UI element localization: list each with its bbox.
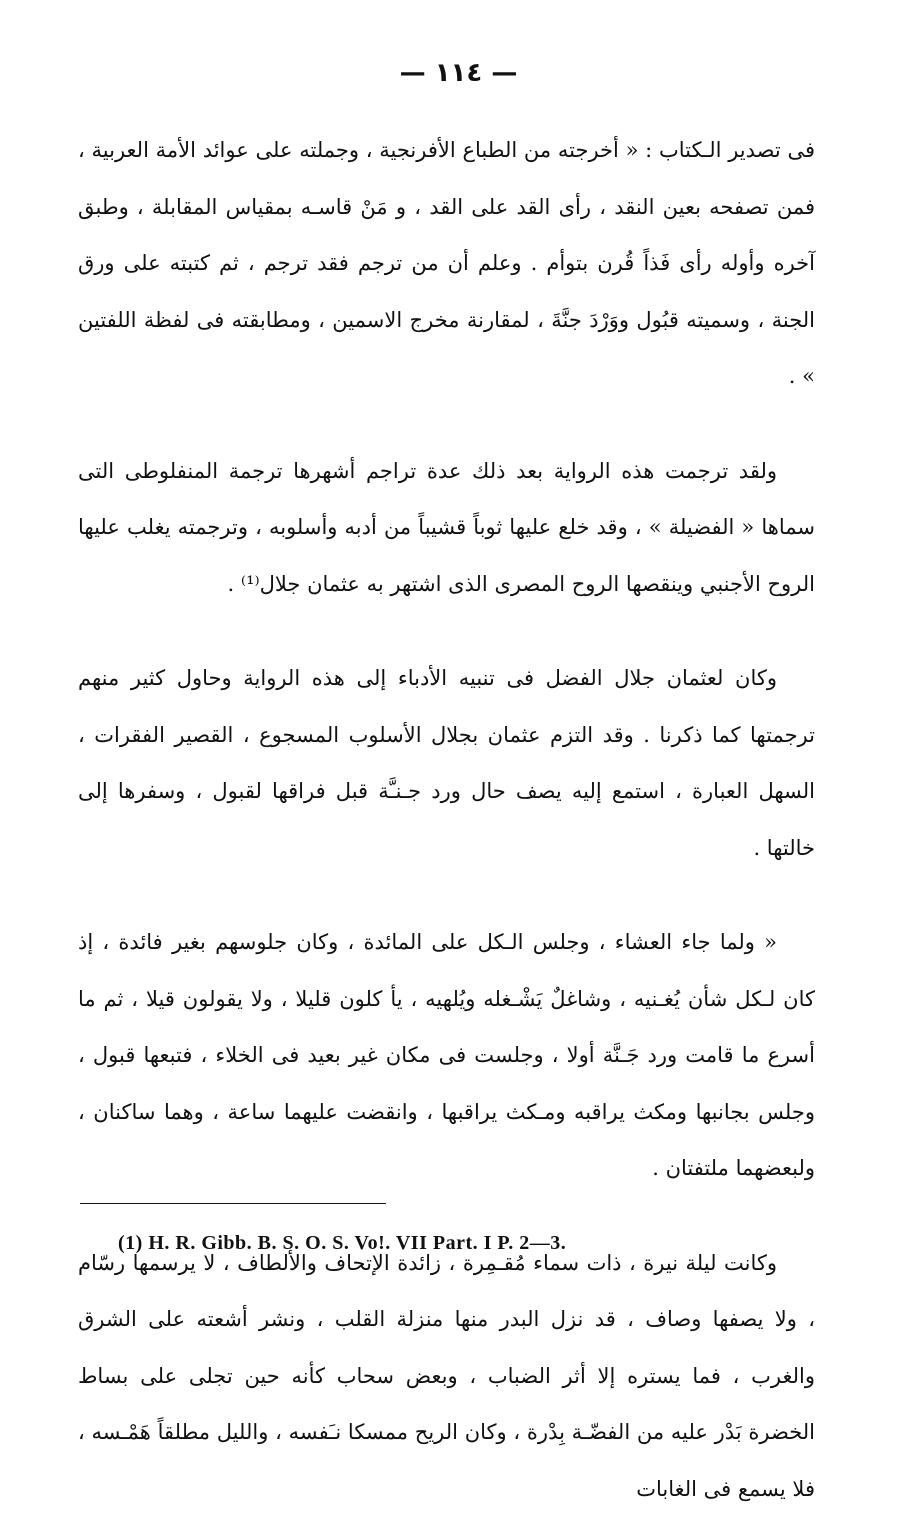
footnote: (1) H. R. Gibb. B. S. O. S. Vo!. VII Part. I P. 2—3. — [118, 1232, 818, 1255]
paragraph-4: « ولما جاء العشاء ، وجلس الـكل على المائدة ، وكان جلوسهم بغير فائدة ، إذ كان لـكل شأن يُغـنيه ، وشاغلٌ يَشْـغله ويُلهيه ، يأ كلون قليلا ، ولا يقولون قيلا ، ثم ما أسرع ما قامت ورد جَـنَّة أولا ، وجلست فى مكان غير بعيد فى الخلاء ، فتبعها قبول ، وجلس بجانبها ومكث يراقبه ومـكث يراقبها ، وانقضت عليهما ساعة ، وهما ساكنان ، ولبعضهما ملتفتان . — [78, 914, 815, 1197]
page-number: — ١١٤ — — [0, 58, 917, 88]
body-text — [78, 122, 815, 1517]
footnote-divider — [80, 1203, 386, 1204]
paragraph-1: فى تصدير الـكتاب : « أخرجته من الطباع الأفرنجية ، وجملته على عوائد الأمة العربية ، فمن تصفحه بعين النقد ، رأى القد على القد ، و مَنْ قاسـه بمقياس المقابلة ، وطبق آخره وأوله رأى فَذاً قُرن بتوأم . وعلم أن من ترجم فقد ترجم ، ثم كتبته على ورق الجنة ، وسميته قبُول ووَرْدَ جنَّةَ ، لمقارنة مخرج الاسمين ، ومطابقته فى لفظة اللفتين » . — [78, 122, 815, 405]
paragraph-5: وكانت ليلة نيرة ، ذات سماء مُقـمِرة ، زائدة الإتحاف والألطاف ، لا يرسمها رسّام ، ولا يصفها وصاف ، قد نزل البدر منها منزلة القلب ، ونشر أشعته على الشرق والغرب ، فما يستره إلا أثر الضباب ، وبعض سحاب كأنه حين تجلى على بساط الخضرة بَدْر عليه من الفضّـة بِدْرة ، وكان الريح ممسكا نـَفسه ، والليل مطلقاً هَمْـسه ، فلا يسمع فى الغابات — [78, 1235, 815, 1517]
paragraph-3: وكان لعثمان جلال الفضل فى تنبيه الأدباء إلى هذه الرواية وحاول كثير منهم ترجمتها كما ذكرنا . وقد التزم عثمان بجلال الأسلوب المسجوع ، القصير الفقرات ، السهل العبارة ، استمع إليه يصف حال ورد جـنـَّة قبل فراقها لقبول ، وسفرها إلى خالتها . — [78, 650, 815, 876]
paragraph-2: ولقد ترجمت هذه الرواية بعد ذلك عدة تراجم أشهرها ترجمة المنفلوطى التى سماها « الفضيلة » ، وقد خلع عليها ثوباً قشيباً من أدبه وأسلوبه ، وترجمته يغلب عليها الروح الأجنبي وينقصها الروح المصرى الذى اشتهر به عثمان جلال⁽¹⁾ . — [78, 443, 815, 613]
